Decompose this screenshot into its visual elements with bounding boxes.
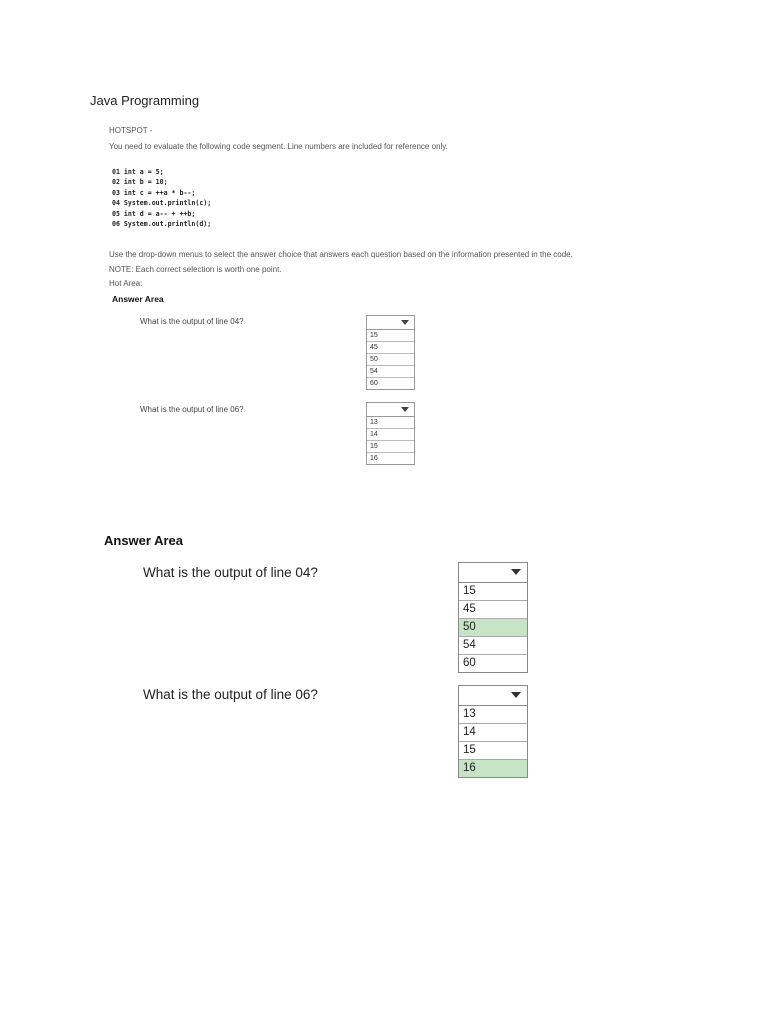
dropdown-option[interactable]: 45 — [367, 342, 414, 354]
dropdown-option[interactable]: 50 — [367, 354, 414, 366]
instruction-text: Use the drop-down menus to select the answer choice that answers each question based on the information presented in the code. — [109, 250, 573, 259]
answer-dropdown-1[interactable] — [458, 562, 528, 673]
dropdown-option-selected[interactable]: 50 — [459, 619, 527, 637]
code-line: 02 int b = 10; — [112, 178, 168, 187]
dropdown-option[interactable]: 15 — [459, 583, 527, 601]
chevron-down-icon — [401, 407, 409, 412]
question-intro: You need to evaluate the following code segment. Line numbers are included for reference only. — [109, 142, 448, 151]
code-line: 01 int a = 5; — [112, 168, 164, 176]
answer-dropdown-2[interactable] — [458, 685, 528, 778]
page-title: Java Programming — [90, 93, 200, 108]
hot-area-dropdown-2[interactable] — [366, 402, 415, 465]
dropdown-option[interactable]: 60 — [370, 380, 378, 387]
dropdown-header[interactable] — [459, 686, 527, 706]
dropdown-option[interactable]: 14 — [459, 724, 527, 742]
dropdown-option[interactable]: 14 — [367, 429, 414, 441]
dropdown-option[interactable]: 15 — [459, 742, 527, 760]
hot-area-heading: Answer Area — [112, 294, 164, 304]
dropdown-option[interactable]: 54 — [459, 637, 527, 655]
answer-question-2: What is the output of line 06? — [143, 687, 318, 702]
code-line: 05 int d = a-- + ++b; — [112, 209, 196, 218]
dropdown-option[interactable]: 45 — [459, 601, 527, 619]
code-block — [112, 167, 211, 229]
code-line: 03 int c = ++a * b--; — [112, 188, 196, 197]
dropdown-option-selected[interactable]: 16 — [459, 760, 527, 777]
note-text: NOTE: Each correct selection is worth one point. — [109, 265, 282, 274]
dropdown-option[interactable]: 16 — [370, 455, 378, 462]
hot-area-question-1: What is the output of line 04? — [140, 317, 244, 326]
code-line: 04 System.out.println(c); — [112, 199, 212, 208]
answer-question-1: What is the output of line 04? — [143, 565, 318, 580]
dropdown-option[interactable]: 60 — [463, 657, 476, 669]
dropdown-header[interactable] — [367, 316, 414, 330]
dropdown-option[interactable]: 54 — [367, 366, 414, 378]
answer-area-heading: Answer Area — [104, 533, 183, 548]
dropdown-option[interactable]: 13 — [459, 706, 527, 724]
dropdown-option[interactable]: 13 — [367, 417, 414, 429]
dropdown-option[interactable]: 15 — [367, 441, 414, 453]
dropdown-header[interactable] — [459, 563, 527, 583]
question-type-label: HOTSPOT - — [109, 126, 153, 135]
chevron-down-icon — [401, 320, 409, 325]
hot-area-question-2: What is the output of line 06? — [140, 405, 244, 414]
hot-area-label: Hot Area: — [109, 279, 143, 288]
hot-area-dropdown-1[interactable] — [366, 315, 415, 390]
dropdown-header[interactable] — [367, 403, 414, 417]
code-line: 06 System.out.println(d); — [112, 220, 212, 229]
dropdown-option[interactable]: 15 — [367, 330, 414, 342]
chevron-down-icon — [511, 692, 521, 698]
chevron-down-icon — [511, 569, 521, 575]
